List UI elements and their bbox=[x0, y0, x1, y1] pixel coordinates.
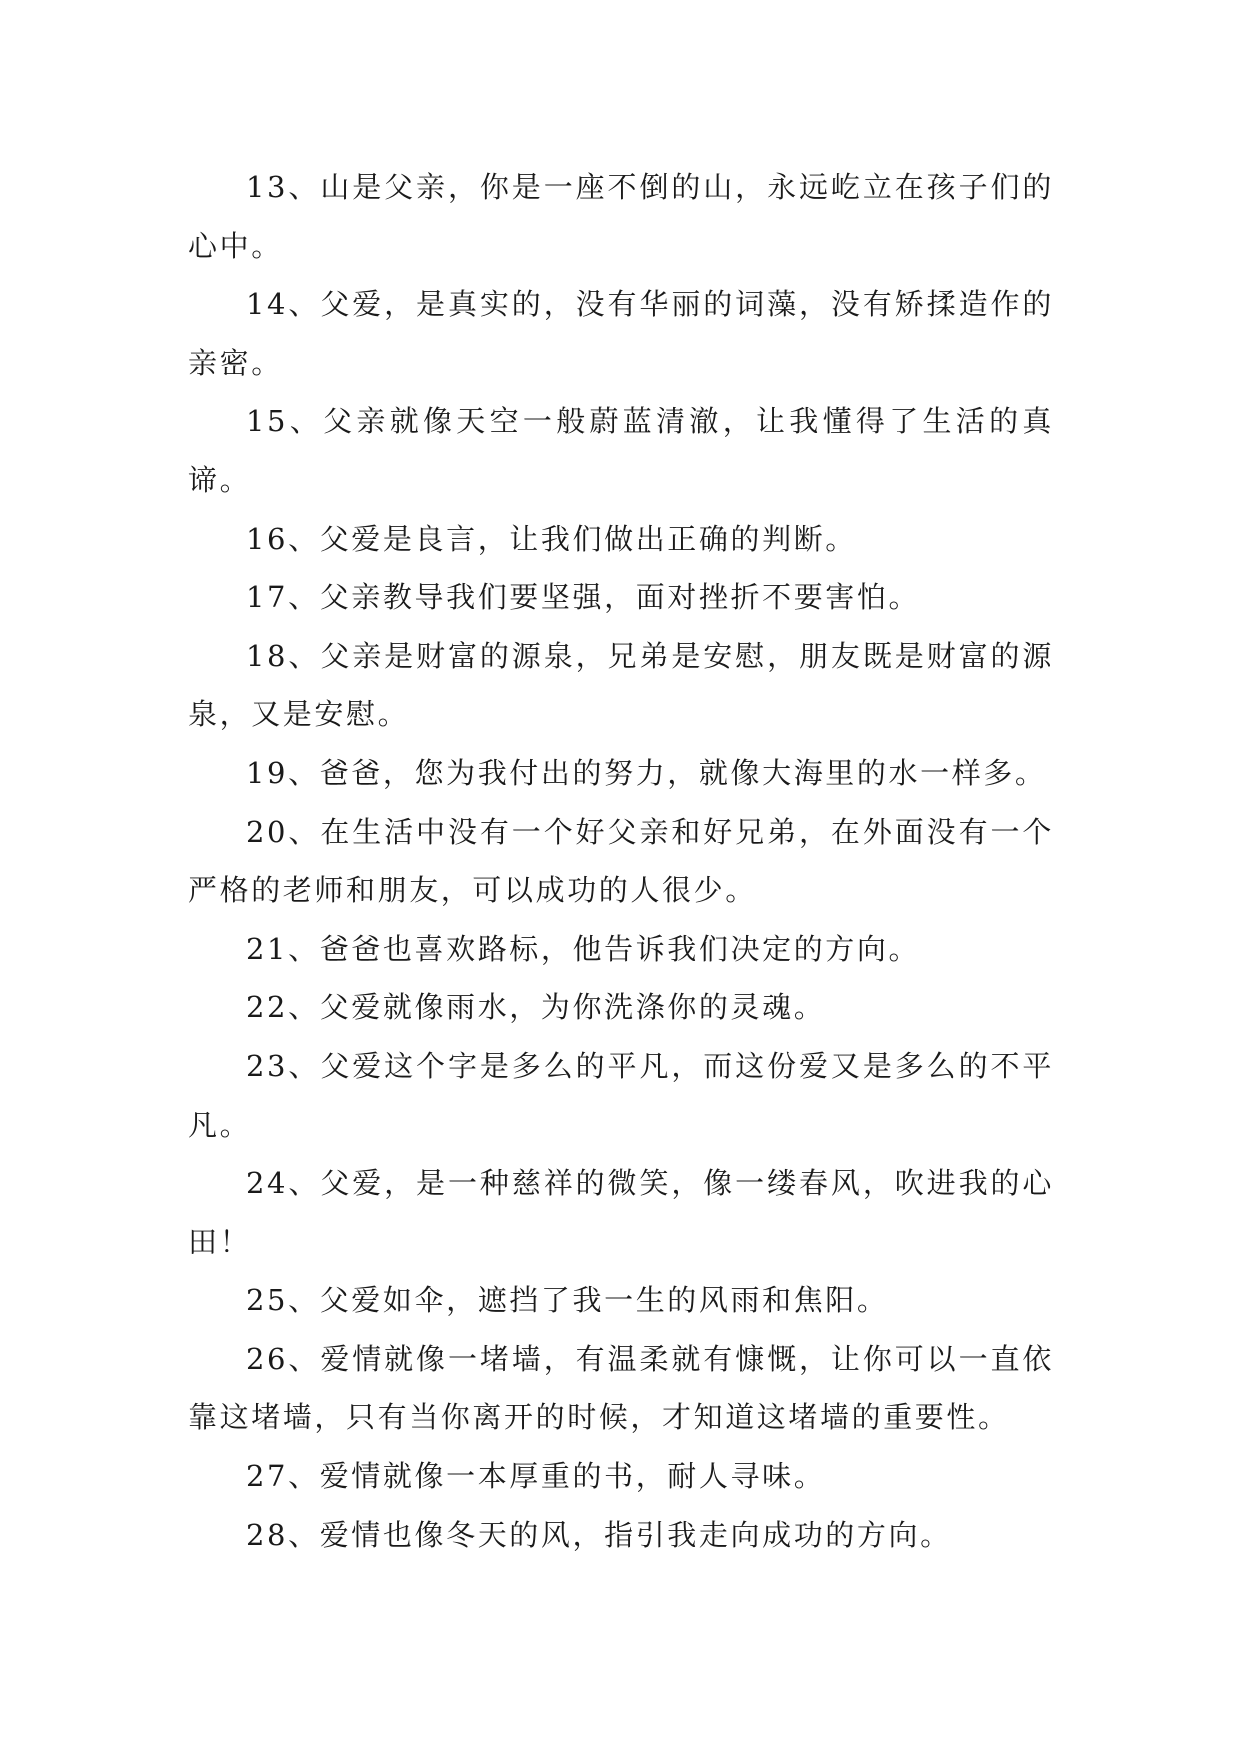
paragraph-25: 25、父爱如伞，遮挡了我一生的风雨和焦阳。 bbox=[246, 1283, 889, 1318]
paragraph-19: 19、爸爸，您为我付出的努力，就像大海里的水一样多。 bbox=[246, 755, 1047, 790]
paragraph-27: 27、爱情就像一本厚重的书，耐人寻味。 bbox=[246, 1459, 826, 1494]
paragraph-15: 15、父亲就像天空一般蔚蓝清澈，让我懂得了生活的真谛。 bbox=[188, 404, 1054, 497]
paragraph-13: 13、山是父亲，你是一座不倒的山，永远屹立在孩子们的心中。 bbox=[188, 170, 1054, 263]
paragraph-23: 23、父爱这个字是多么的平凡，而这份爱又是多么的不平凡。 bbox=[188, 1048, 1054, 1142]
paragraph-16: 16、父爱是良言，让我们做出正确的判断。 bbox=[246, 521, 857, 556]
paragraph-21: 21、爸爸也喜欢路标，他告诉我们决定的方向。 bbox=[246, 931, 921, 966]
paragraph-14: 14、父爱，是真实的，没有华丽的词藻，没有矫揉造作的亲密。 bbox=[188, 287, 1054, 380]
paragraph-17: 17、父亲教导我们要坚强，面对挫折不要害怕。 bbox=[246, 580, 921, 615]
paragraph-22: 22、父爱就像雨水，为你洗涤你的灵魂。 bbox=[246, 990, 826, 1025]
paragraph-28: 28、爱情也像冬天的风，指引我走向成功的方向。 bbox=[246, 1517, 952, 1552]
paragraph-24: 24、父爱，是一种慈祥的微笑，像一缕春风，吹进我的心田！ bbox=[188, 1166, 1054, 1259]
document-body bbox=[188, 158, 1054, 1564]
paragraph-20: 20、在生活中没有一个好父亲和好兄弟，在外面没有一个严格的老师和朋友，可以成功的人很少。 bbox=[188, 814, 1054, 908]
paragraph-26: 26、爱情就像一堵墙，有温柔就有慷慨，让你可以一直依靠这堵墙，只有当你离开的时候，才知道这堵墙的重要性。 bbox=[188, 1341, 1054, 1435]
paragraph-18: 18、父亲是财富的源泉，兄弟是安慰，朋友既是财富的源泉，又是安慰。 bbox=[188, 638, 1054, 732]
